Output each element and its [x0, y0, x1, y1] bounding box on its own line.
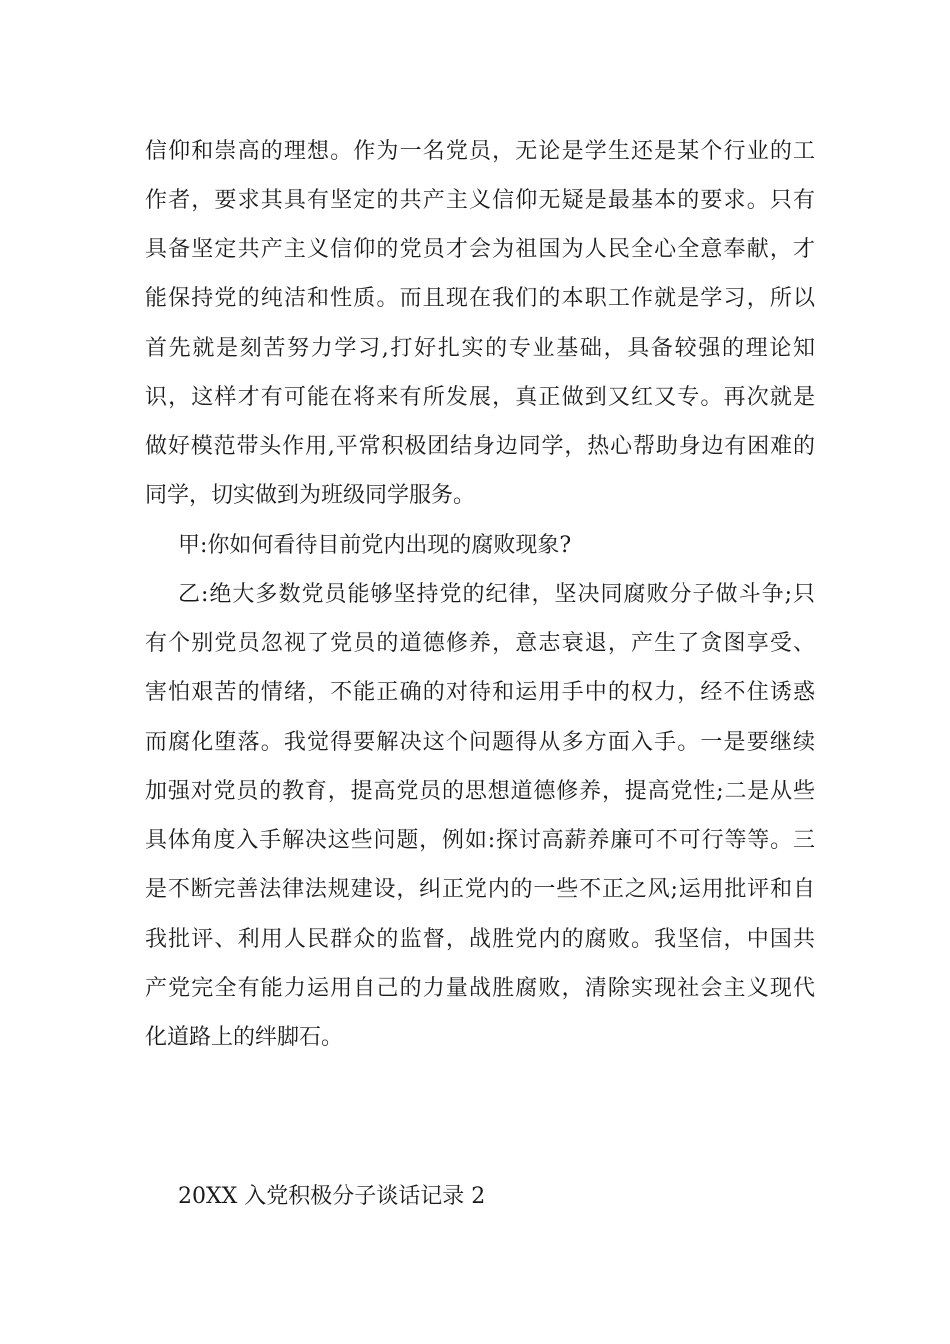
- paragraph-line: 具备坚定共产主义信仰的党员才会为祖国为人民全心全意奉献，才: [145, 237, 815, 262]
- paragraph-line: 能保持党的纯洁和性质。而且现在我们的本职工作就是学习，所以: [145, 286, 815, 311]
- answer-line: 害怕艰苦的情绪，不能正确的对待和运用手中的权力，经不住诱惑: [145, 680, 815, 705]
- answer-line: 具体角度入手解决这些问题，例如:探讨高薪养廉可不可行等等。三: [145, 828, 815, 853]
- answer-line: 产党完全有能力运用自己的力量战胜腐败，清除实现社会主义现代: [145, 976, 815, 1001]
- answer-line: 有个别党员忽视了党员的道德修养，意志衰退，产生了贪图享受、: [145, 631, 815, 656]
- answer-line: 我批评、利用人民群众的监督，战胜党内的腐败。我坚信，中国共: [145, 927, 815, 952]
- answer-line: 乙:绝大多数党员能够坚持党的纪律，坚决同腐败分子做斗争;只: [178, 582, 815, 607]
- question-line: 甲:你如何看待目前党内出现的腐败现象?: [178, 533, 572, 558]
- paragraph-line: 识，这样才有可能在将来有所发展，真正做到又红又专。再次就是: [145, 385, 815, 410]
- paragraph-line: 作者，要求其具有坚定的共产主义信仰无疑是最基本的要求。只有: [145, 188, 815, 213]
- paragraph-line: 做好模范带头作用,平常积极团结身边同学，热心帮助身边有困难的: [145, 434, 815, 459]
- answer-line: 是不断完善法律法规建设，纠正党内的一些不正之风;运用批评和自: [145, 877, 815, 902]
- answer-line: 化道路上的绊脚石。: [145, 1025, 344, 1050]
- paragraph-line: 同学，切实做到为班级同学服务。: [145, 483, 476, 508]
- paragraph-line: 信仰和崇高的理想。作为一名党员，无论是学生还是某个行业的工: [145, 139, 815, 164]
- section-title: 20XX 入党积极分子谈话记录 2: [178, 1184, 486, 1209]
- answer-line: 而腐化堕落。我觉得要解决这个问题得从多方面入手。一是要继续: [145, 730, 815, 755]
- answer-line: 加强对党员的教育，提高党员的思想道德修养，提高党性;二是从些: [145, 779, 815, 804]
- paragraph-line: 首先就是刻苦努力学习,打好扎实的专业基础，具备较强的理论知: [145, 336, 815, 361]
